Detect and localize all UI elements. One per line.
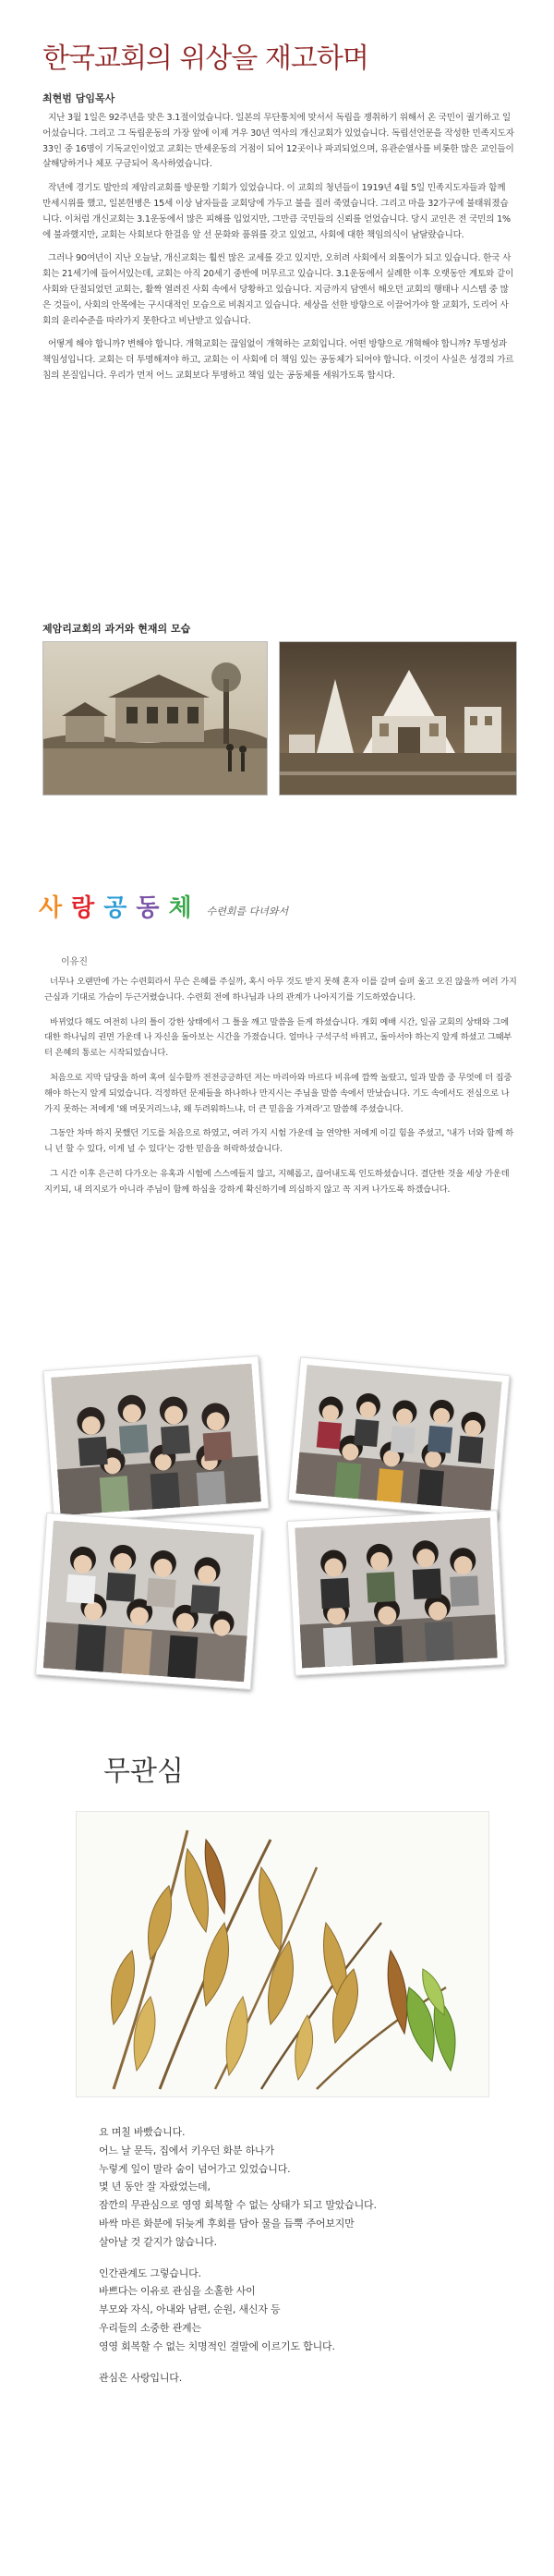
- poem-line: 부모와 자식, 아내와 남편, 순원, 새신자 등: [99, 2303, 281, 2316]
- poem-line: 살아날 것 같지가 않습니다.: [99, 2235, 217, 2248]
- paragraph: 작년에 경기도 발안의 제암리교회를 방문할 기회가 있었습니다. 이 교회의 청년들이 1919년 4월 5일 민족지도자들과 함께 만세시위를 했고, 일본헌병은 15세 이상 남자들을 교회당에 가두고 불을 질러 죽였습니다. 그리고 마을 32가구에 불태워졌습니다. 이처럼 개신교회는 3.1운동에서 많은 피해를 입었지만, 그만큼 국민들의 신뢰를 얻었습니다. 당시 교인은 전 국민의 1%에 불과했지만, 교회는 사회보다 한걸음 앞 선 문화와 품위를 갖고 있었고, 사회에 대한 책임의식이 남달랐습니다.: [42, 183, 511, 240]
- community-title: [39, 889, 288, 923]
- poem-line: 누렇게 잎이 말라 숨이 넘어가고 있었습니다.: [99, 2162, 291, 2175]
- title-char: 공: [103, 894, 127, 922]
- article-author: 최현범 담임목사: [42, 92, 115, 104]
- group-photo: [287, 1510, 505, 1676]
- poem-line: 우리들의 소중한 관계는: [99, 2321, 201, 2334]
- poem-line: 인간관계도 그렇습니다.: [99, 2266, 201, 2279]
- poem-title: 무관심: [103, 1756, 184, 1788]
- poem-line: 관심은 사랑입니다.: [99, 2371, 183, 2384]
- poem-body: [99, 2123, 505, 2400]
- poem-line: 어느 날 문득, 집에서 키우던 화분 하나가: [99, 2144, 274, 2157]
- poem-line: 요 며칠 바빴습니다.: [99, 2126, 186, 2138]
- photo-caption: 제암리교회의 과거와 현재의 모습: [42, 623, 191, 635]
- paragraph: 바뀌었다 해도 여전히 나의 틀이 강한 상태에서 그 틀을 깨고 말씀을 듣게 하셨습니다. 개회 예배 시간, 일곱 교회의 상태와 그에 대한 하나님의 권면 가운데 나 자신을 돌아보는 시간을 가졌습니다. 얼마나 구석구석 바뀌고, 돌아서야 하는지 알게 하셨고 그때부터 은혜의 통로는 시작되었습니다.: [44, 1016, 512, 1059]
- group-photo: [42, 1355, 269, 1524]
- paragraph: 그동안 차마 하지 못했던 기도를 처음으로 하였고, 여러 가지 시험 가운데 늘 연약한 저에게 이길 힘을 주셨고, '내가 너와 함께 하니 넌 할 수 있다, 이게 널 수 있다'는 강한 믿음을 허락하셨습니다.: [44, 1128, 514, 1155]
- old-church-photo: [42, 641, 268, 796]
- poem-line: 영영 회복할 수 없는 치명적인 결말에 이르기도 합니다.: [99, 2339, 335, 2352]
- paragraph: 그 시간 이후 은근히 다가오는 유혹과 시험에 스스에들지 않고, 지혜롭고, 끊어내도록 인도하셨습니다. 결단한 것을 세상 가운데 지키되, 내 의지로가 아니라 주님이 함께 하심을 강하게 확신하기에 의심하지 않고 꼭 지켜 나가도록 하겠습니다.: [44, 1168, 510, 1195]
- article-title: 한국교회의 위상을 재고하며: [42, 43, 368, 75]
- title-char: 동: [136, 894, 160, 922]
- poem-line: 잠깐의 무관심으로 영영 회복할 수 없는 상태가 되고 말았습니다.: [99, 2199, 377, 2212]
- poem-stanza: [99, 2369, 505, 2388]
- paragraph: 너무나 오랜만에 가는 수련회라서 무슨 은혜를 주실까, 혹시 아무 것도 받지 못해 혼자 이를 갈며 슬퍼 울고 오진 않을까 여러 가지 근심과 기대로 가슴이 두근거렸습니다. 수련회 전에 하나님과 나의 관계가 나아지기를 기도하였습니다.: [44, 977, 517, 1002]
- group-photo: [35, 1513, 262, 1690]
- new-church-photo: [279, 641, 517, 796]
- testimony-author: 이유진: [61, 957, 88, 967]
- poem-stanza: [99, 2265, 505, 2356]
- poem-stanza: [99, 2123, 505, 2252]
- article-body: [42, 111, 515, 393]
- group-photo: [288, 1356, 511, 1518]
- paragraph: 어떻게 해야 합니까? 변해야 합니다. 개혁교회는 끊임없이 개혁하는 교회입니다. 어떤 방향으로 개혁해야 합니까? 투명성과 책임성입니다. 교회는 더 투명해져야 하고, 교회는 이 사회에 더 책임 있는 공동체가 되어야 합니다. 이것이 사실은 성경의 가르침의 본질입니다. 우리가 먼저 어느 교회보다 투명하고 책임 있는 공동체를 세워가도록 합시다.: [42, 339, 514, 381]
- paragraph: 처음으로 지막 담당을 하여 혹여 실수할까 전전긍긍하던 저는 마리아와 마르다 비유에 깜짝 놀랐고, 일과 말씀 중 무엇에 더 집중해야 하는지 알게 되었습니다. 걱정하던 문제들을 하나하나 만지시는 주님을 말씀 속에서 만났습니다. 기도 속에서도 전심으로 나가지 못하는 저에게 '왜 머뭇거리느냐, 왜 두려워하느냐, 더 큰 믿음을 가져라'고 말씀해 주셨습니다.: [44, 1072, 512, 1114]
- title-char: 체: [168, 894, 192, 922]
- poem-line: 몇 년 동안 잘 자랐었는데,: [99, 2181, 211, 2193]
- community-subtitle: 수련회를 다녀와서: [206, 905, 289, 917]
- testimony-body: [44, 975, 517, 1208]
- withered-plant-image: [76, 1811, 489, 2097]
- title-char: 랑: [71, 894, 95, 922]
- poem-line: 바싹 마른 화분에 뒤늦게 후회를 담아 물을 듬뿍 주어보지만: [99, 2217, 355, 2230]
- paragraph: 지난 3월 1일은 92주년을 맞은 3.1절이었습니다. 일본의 무단통치에 맞서서 독립을 쟁취하기 위해서 온 국민이 궐기하고 일어섰습니다. 그리고 그 독립운동의 가장 앞에 이제 겨우 30년 역사의 개신교회가 있었습니다. 독립선언문을 작성한 민족지도자 33인 중 16명이 기독교인이었고 교회는 만세운동의 거점이 되어 12곳이나 파괴되었으며, 유관순열사를 비롯한 많은 교인들이 살해당하거나 체포 구금되어 옥사하였습니다.: [42, 113, 514, 170]
- paragraph: 그러나 90여년이 지난 오늘날, 개신교회는 훨씬 많은 교세를 갖고 있지만, 오히려 사회에서 외톨이가 되고 있습니다. 한국 사회는 21세기에 들어서있는데, 교회는 아직 20세기 중반에 머무르고 있습니다. 3.1운동에서 실례한 이후 오랫동안 계토와 같이 사회와 단절되었던 교회는, 활짝 열려진 사회 속에서 당황하고 있습니다. 지금까지 담엔서 해오던 교회의 행태나 시스템 중 많은 것들이, 사회의 안목에는 구시대적인 모습으로 비춰지고 있습니다. 세상을 선한 방향으로 이끌어가야 할 교회가, 도리어 사회의 윤리수준을 따라가지 못한다고 비난받고 있습니다.: [42, 253, 514, 326]
- poem-line: 바쁘다는 이유로 관심을 소홀한 사이: [99, 2285, 256, 2298]
- title-char: 사: [39, 894, 63, 922]
